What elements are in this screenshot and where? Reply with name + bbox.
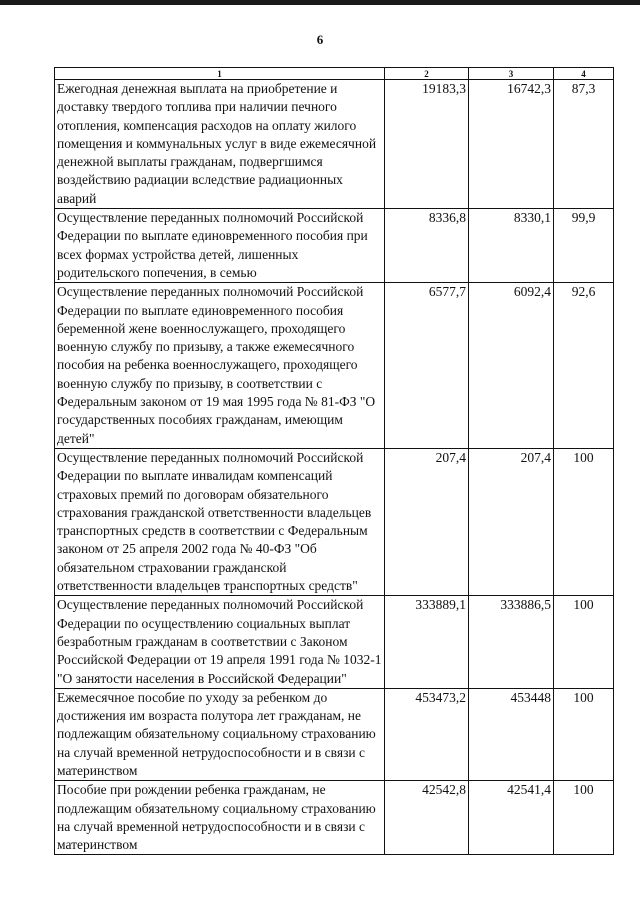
table-row bbox=[55, 283, 614, 449]
row-value-col3: 333886,5 bbox=[469, 596, 554, 688]
table-row bbox=[55, 80, 614, 209]
row-description: Пособие при рождении ребенка гражданам, не подлежащим обязательному социальному страхованию на случай временной нетрудоспособности и в связи с материнством bbox=[55, 781, 385, 855]
row-value-col4: 100 bbox=[554, 448, 614, 595]
row-description: Осуществление переданных полномочий Российской Федерации по осуществлению социальных выплат безработным гражданам в соответствии с Законом Российской Федерации от 19 апреля 1991 года № 1032-1 "О занятости населения в Российской Федерации" bbox=[55, 596, 385, 688]
column-header-3: 3 bbox=[469, 68, 554, 80]
column-header-1: 1 bbox=[55, 68, 385, 80]
table-row bbox=[55, 209, 614, 283]
row-value-col2: 19183,3 bbox=[385, 80, 469, 209]
row-description: Осуществление переданных полномочий Российской Федерации по выплате единовременного пособия при всех формах устройства детей, лишенных родительского попечения, в семью bbox=[55, 209, 385, 283]
row-value-col4: 100 bbox=[554, 596, 614, 688]
row-value-col4: 92,6 bbox=[554, 283, 614, 449]
row-value-col4: 87,3 bbox=[554, 80, 614, 209]
table-header-row bbox=[55, 68, 614, 80]
table-row bbox=[55, 448, 614, 595]
row-value-col3: 42541,4 bbox=[469, 781, 554, 855]
table-row bbox=[55, 688, 614, 780]
row-description: Осуществление переданных полномочий Российской Федерации по выплате единовременного пособия беременной жене военнослужащего, проходящего военную службу по призыву, а также ежемесячного пособия на ребенка военнослужащего, проходящего военную службу по призыву, в соответствии с Федеральным законом от 19 мая 1995 года № 81-ФЗ "О государственных пособиях гражданам, имеющим детей" bbox=[55, 283, 385, 449]
row-value-col3: 16742,3 bbox=[469, 80, 554, 209]
row-value-col2: 333889,1 bbox=[385, 596, 469, 688]
budget-table bbox=[54, 67, 614, 855]
row-value-col4: 100 bbox=[554, 781, 614, 855]
column-header-2: 2 bbox=[385, 68, 469, 80]
row-value-col2: 8336,8 bbox=[385, 209, 469, 283]
row-value-col2: 6577,7 bbox=[385, 283, 469, 449]
table-row bbox=[55, 781, 614, 855]
row-value-col2: 453473,2 bbox=[385, 688, 469, 780]
column-header-4: 4 bbox=[554, 68, 614, 80]
row-value-col2: 207,4 bbox=[385, 448, 469, 595]
row-value-col4: 99,9 bbox=[554, 209, 614, 283]
row-value-col4: 100 bbox=[554, 688, 614, 780]
row-description: Ежегодная денежная выплата на приобретение и доставку твердого топлива при наличии печного отопления, компенсация расходов на оплату жилого помещения и коммунальных услуг в виде ежемесячной денежной выплаты гражданам, подвергшимся воздействию радиации вследствие радиационных аварий bbox=[55, 80, 385, 209]
row-value-col3: 6092,4 bbox=[469, 283, 554, 449]
row-value-col2: 42542,8 bbox=[385, 781, 469, 855]
page-number: 6 bbox=[316, 32, 324, 47]
row-value-col3: 453448 bbox=[469, 688, 554, 780]
row-value-col3: 8330,1 bbox=[469, 209, 554, 283]
row-description: Ежемесячное пособие по уходу за ребенком до достижения им возраста полутора лет гражданам, не подлежащим обязательному социальному страхованию на случай временной нетрудоспособности и в связи с материнством bbox=[55, 688, 385, 780]
row-description: Осуществление переданных полномочий Российской Федерации по выплате инвалидам компенсаций страховых премий по договорам обязательного страхования гражданской ответственности владельцев транспортных средств в соответствии с Федеральным законом от 25 апреля 2002 года № 40-ФЗ "Об обязательном страховании гражданской ответственности владельцев транспортных средств" bbox=[55, 448, 385, 595]
table-row bbox=[55, 596, 614, 688]
row-value-col3: 207,4 bbox=[469, 448, 554, 595]
top-scan-border bbox=[0, 0, 640, 5]
